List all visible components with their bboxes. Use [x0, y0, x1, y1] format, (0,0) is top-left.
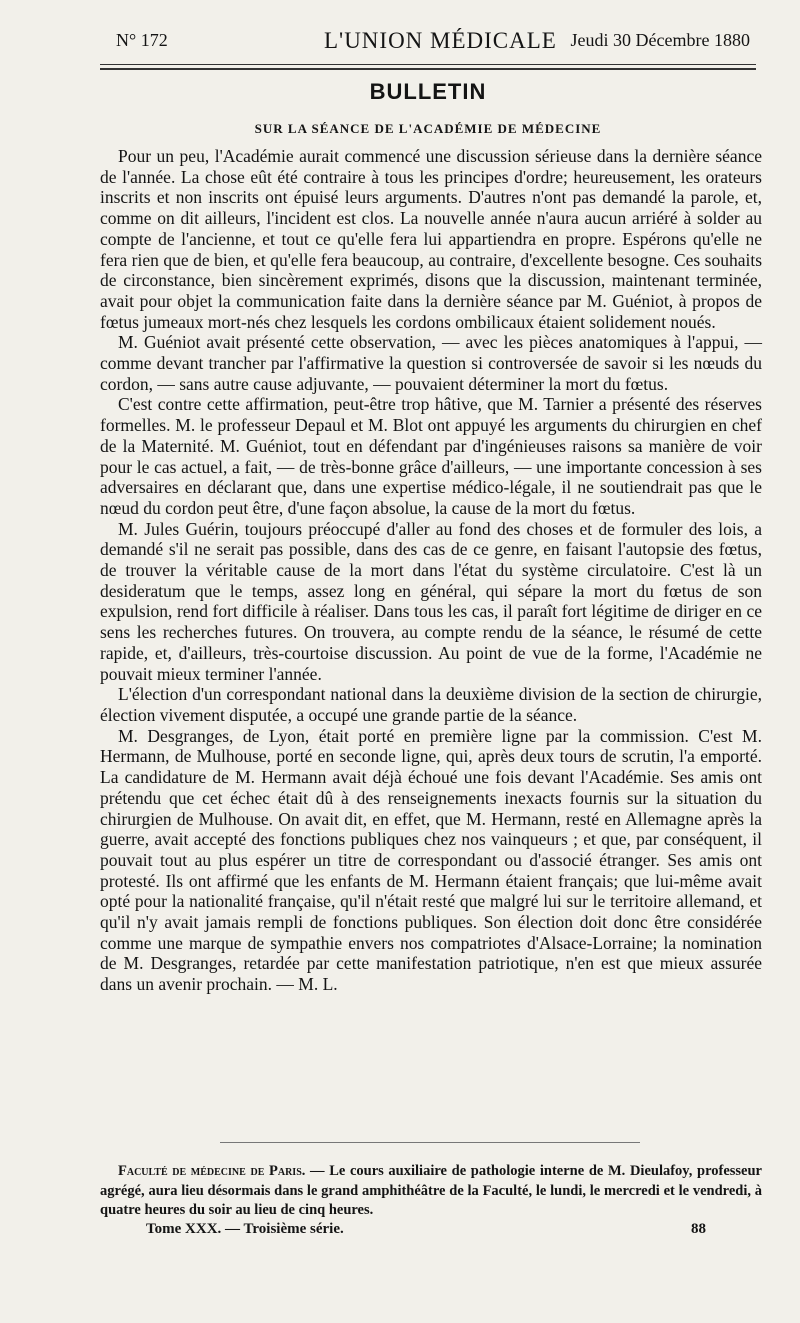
header-rule-thick — [100, 68, 756, 70]
paragraph: M. Desgranges, de Lyon, était porté en première ligne par la commission. C'est M. Hermann, de Mulhouse, porté en seconde ligne, qui, après deux tours de scrutin, l'a emporté. La candidature de M. Hermann avait déjà échoué une fois devant l'Académie. Ses amis ont prétendu que cet échec était dû à des renseignements inexacts fournis sur la situation du chirurgien de Mulhouse. On avait dit, en effet, que M. Hermann, resté en Allemagne après la guerre, avait accepté des fonctions publiques chez nos vainqueurs ; et que, par conséquent, il pouvait tout au plus espérer un titre de correspondant ou d'associé étranger. Ses amis ont protesté. Ils ont affirmé que les enfants de M. Hermann étaient français; que lui-même avait opté pour la nationalité française, qu'il n'était resté que malgré lui sur le territoire allemand, et qu'il n'y avait jamais rempli de fonctions publiques. Son élection doit donc être considérée comme une marque de sympathie envers nos compatriotes d'Alsace-Lorraine; la nomination de M. Desgranges, retardée par cette manifestation patriotique, n'en est que mieux assurée dans un avenir prochain. — M. L. — [100, 725, 762, 995]
paragraph: L'élection d'un correspondant national dans la deuxième division de la section de chirurgie, élection vivement disputée, a occupé une grande partie de la séance. — [100, 684, 762, 725]
volume-label: Tome XXX. — Troisième série. — [146, 1221, 344, 1237]
paragraph: Pour un peu, l'Académie aurait commencé une discussion sérieuse dans la dernière séance de l'année. La chose eût été contraire à tous les principes d'ordre; heureusement, les orateurs inscrits et non inscrits ont épuisé leurs arguments. D'autres n'ont pas demandé la parole, et, comme on dit ailleurs, l'incident est clos. La nouvelle année n'aura aucun arriéré à solder au compte de l'ancienne, et tout ce qu'elle fera lui appartiendra en propre. Espérons qu'elle ne fera rien que de bien, et qu'elle fera beaucoup, au contraire, d'excellente besogne. Ces souhaits de circonstance, bien sincèrement exprimés, disons que la discussion, maintenant terminée, avait pour objet la communication faite dans la dernière séance par M. Guéniot, à propos de fœtus jumeaux mort-nés chez lesquels les cordons ombilicaux étaient solidement noués. — [100, 146, 762, 332]
header-rule-thin — [100, 64, 756, 65]
section-separator — [220, 1142, 640, 1143]
page-number: 88 — [691, 1221, 706, 1237]
paragraph: C'est contre cette affirmation, peut-être trop hâtive, que M. Tarnier a présenté des réserves formelles. M. le professeur Depaul et M. Blot ont appuyé les arguments du chirurgien en chef de la Maternité. M. Guéniot, tout en défendant par d'ingénieuses raisons sa manière de voir pour le cas actuel, a fait, — de très-bonne grâce d'ailleurs, — une importante concession à ses adversaires en déclarant que, dans une expertise médico-légale, il ne soutiendrait pas que le nœud du cordon peut être, d'une façon absolue, la cause de la mort du fœtus. — [100, 394, 762, 518]
paragraph: M. Jules Guérin, toujours préoccupé d'aller au fond des choses et de formuler des lois, a demandé s'il ne serait pas possible, dans des cas de ce genre, en faisant l'autopsie des fœtus, de trouver la véritable cause de la mort dans l'état du système circulatoire. C'est là un desideratum que le temps, assez long en général, qui sépare la mort du fœtus de son expulsion, rend fort difficile à réaliser. Dans tous les cas, il paraît fort légitime de diriger en ce sens les recherches futures. On trouvera, au compte rendu de la séance, le résumé de cette rapide, et, d'ailleurs, très-courtoise discussion. Au point de vue de la forme, l'Académie ne pouvait mieux terminer l'année. — [100, 518, 762, 684]
notice-paragraph — [100, 1162, 762, 1221]
article-title: BULLETIN — [369, 79, 487, 104]
article-subtitle: SUR LA SÉANCE DE L'ACADÉMIE DE MÉDECINE — [254, 121, 602, 136]
journal-title: L'UNION MÉDICALE — [324, 28, 557, 53]
issue-number: N° 172 — [116, 30, 168, 50]
issue-date: Jeudi 30 Décembre 1880 — [570, 30, 750, 50]
page-header — [100, 30, 750, 60]
notice-lead: Faculté de médecine de Paris. — [118, 1163, 306, 1179]
paragraph: M. Guéniot avait présenté cette observation, — avec les pièces anatomiques à l'appui, — comme devant trancher par l'affirmative la question si controversée de savoir si les nœuds du cordon, — sans autre cause adjuvante, — pouvaient déterminer la mort du fœtus. — [100, 332, 762, 394]
article-body — [100, 146, 762, 995]
faculty-notice — [100, 1162, 762, 1221]
notice-text: — Le cours auxiliaire de pathologie interne de M. Dieulafoy, professeur agrégé, aura lieu désormais dans le grand amphithéâtre de la Faculté, le lundi, le mercredi et le vendredi, à quatre heures du soir au lieu de cinq heures. — [100, 1163, 762, 1218]
